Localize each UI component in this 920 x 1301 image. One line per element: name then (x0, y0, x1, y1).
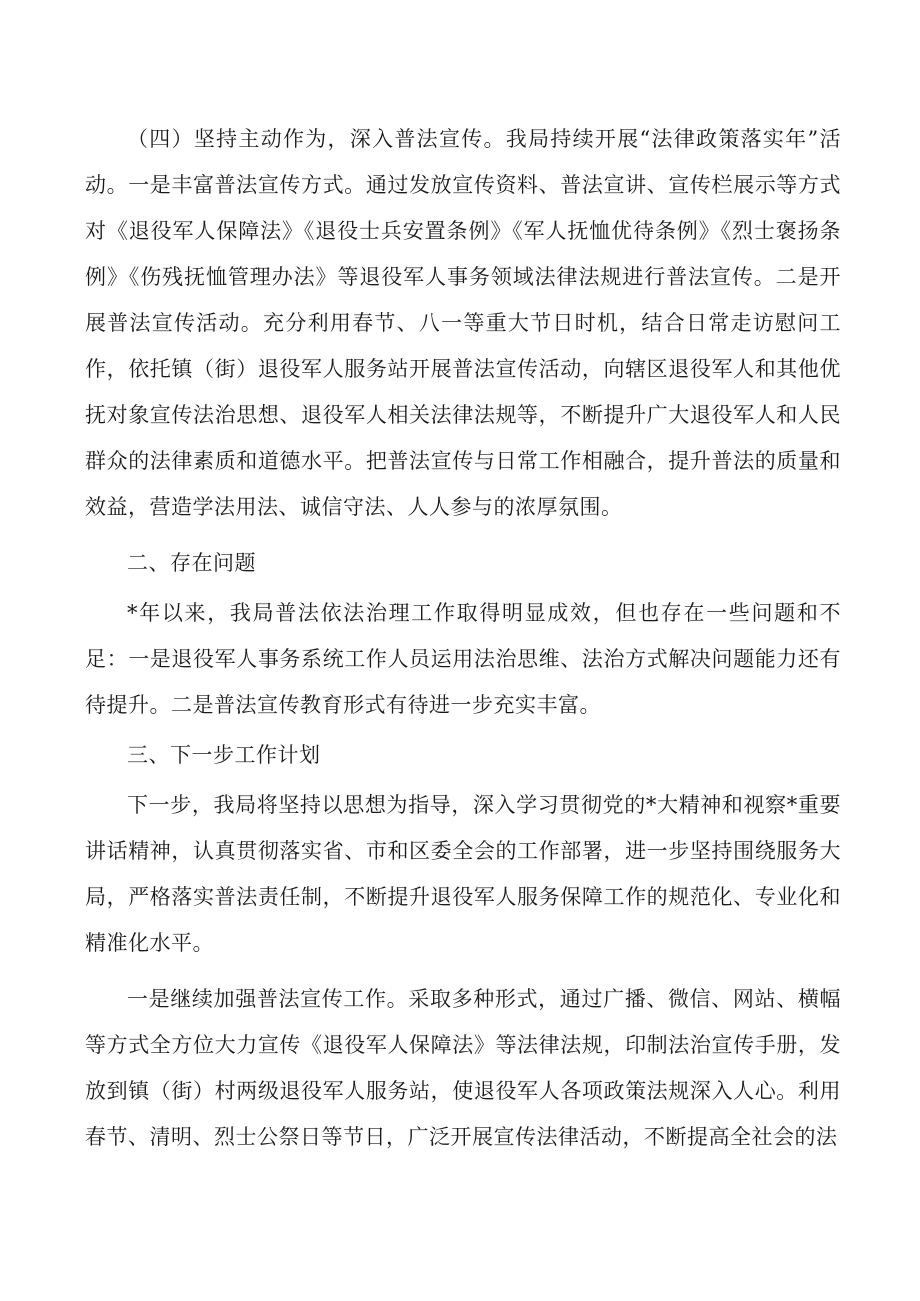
spacer (85, 966, 841, 976)
paragraph-problems: *年以来，我局普法依法治理工作取得明显成效，但也存在一些问题和不足：一是退役军人事务系统工作人员运用法治思维、法治方式解决问题能力还有待提升。二是普法宣传教育形式有待进一步充实丰富。 (85, 601, 841, 717)
spacer (85, 530, 841, 540)
section-heading-next-steps: 三、下一步工作计划 (127, 743, 321, 767)
paragraph-next-steps: 下一步，我局将坚持以思想为指导，深入学习贯彻党的*大精神和视察*重要讲话精神，认真贯彻落实省、市和区委全会的工作部署，进一步坚持围绕服务大局，严格落实普法责任制，不断提升退役军人服务保障工作的规范化、专业化和精准化水平。 (85, 793, 841, 955)
paragraph-strengthen-publicity: 一是继续加强普法宣传工作。采取多种形式，通过广播、微信、网站、横幅等方式全方位大力宣传《退役军人保障法》等法律法规，印制法治宣传手册，发放到镇（街）村两级退役军人服务站，使退役军人各项政策法规深入人心。利用春节、清明、烈士公祭日等节日，广泛开展宣传法律活动，不断提高全社会的法 (85, 987, 841, 1149)
document-page (85, 116, 841, 1160)
paragraph-legal-publicity: （四）坚持主动作为，深入普法宣传。我局持续开展“法律政策落实年”活动。一是丰富普法宣传方式。通过发放宣传资料、普法宣讲、宣传栏展示等方式对《退役军人保障法》《退役士兵安置条例》《军人抚恤优待条例》《烈士褒扬条例》《伤残抚恤管理办法》等退役军人事务领域法律法规进行普法宣传。二是开展普法宣传活动。充分利用春节、八一等重大节日时机，结合日常走访慰问工作，依托镇（街）退役军人服务站开展普法宣传活动，向辖区退役军人和其他优抚对象宣传法治思想、退役军人相关法律法规等，不断提升广大退役军人和人民群众的法律素质和道德水平。把普法宣传与日常工作相融合，提升普法的质量和效益，营造学法用法、诚信守法、人人参与的浓厚氛围。 (85, 127, 841, 519)
section-heading-problems: 二、存在问题 (127, 551, 256, 575)
